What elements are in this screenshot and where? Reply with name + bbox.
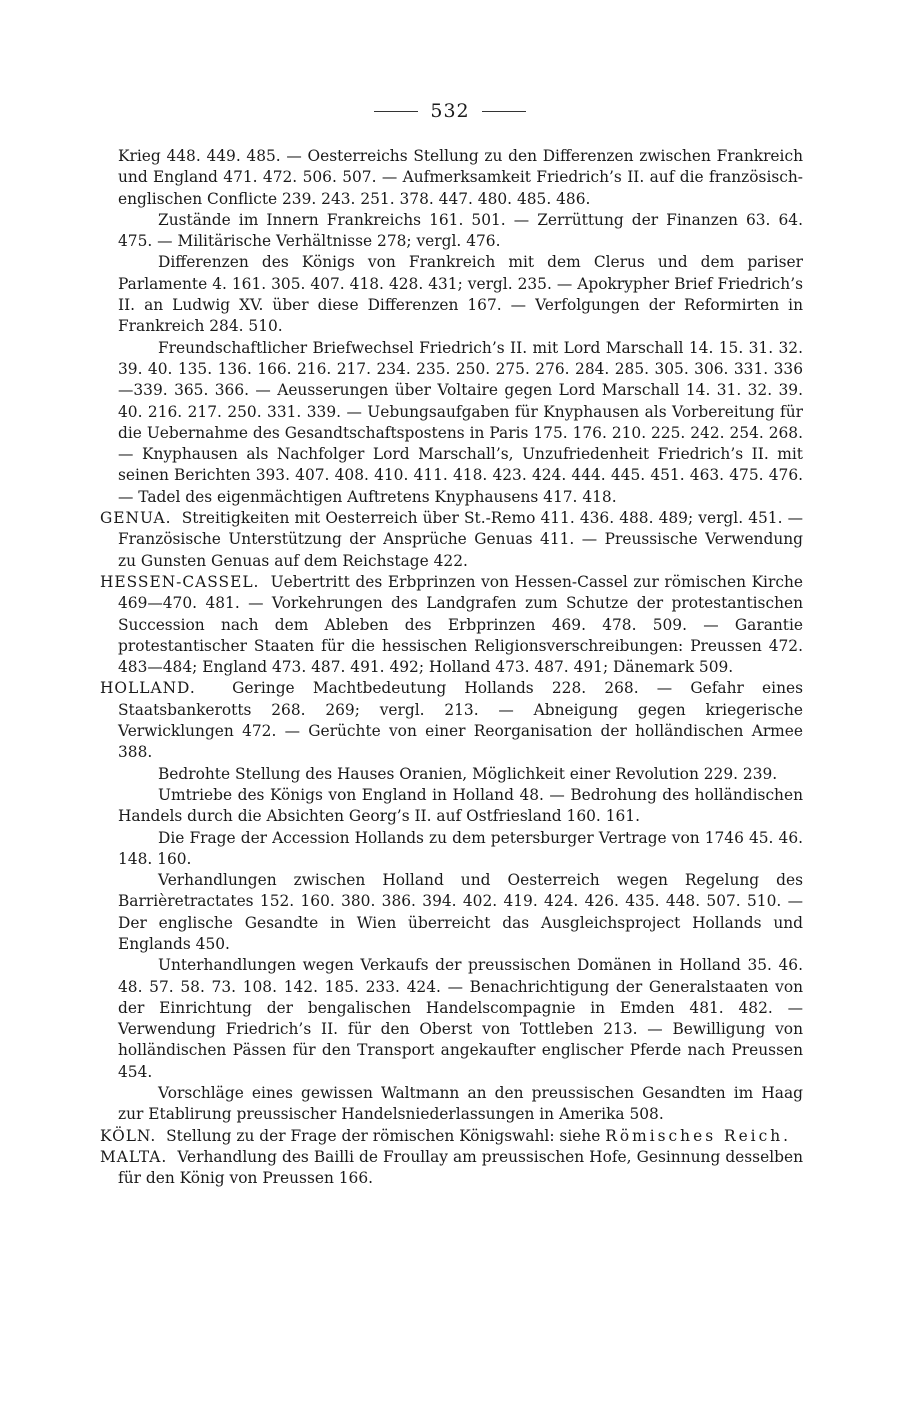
holland-paragraph: Bedrohte Stellung des Hauses Oranien, Möglichkeit einer Revolution 229. 239. bbox=[158, 764, 778, 783]
holland-paragraph: Umtriebe des Königs von England in Holland 48. — Bedrohung des holländischen Handels durch die Absichten Georg’s II. auf Ostfriesland 160. 161. bbox=[118, 785, 803, 826]
holland-paragraph: Unterhandlungen wegen Verkaufs der preussischen Domänen in Holland 35. 46. 48. 57. 58. 73. 108. 142. 185. 233. 424. — Benachrichtigung der Generalstaaten von der Einrichtung der bengalischen Handelscompagnie in Emden 481. 482. — Verwendung Friedrich’s II. für den Oberst von Tottleben 213. — Bewilligung von holländischen Pässen für den Transport angekaufter englischer Pferde nach Preussen 454. bbox=[118, 956, 803, 1081]
intro-paragraph: Zustände im Innern Frankreichs 161. 501. — Zerrüttung der Finanzen 63. 64. 475. — Militärische Verhältnisse 278; vergl. 476. bbox=[118, 210, 803, 251]
entry-keyword: GENUA. bbox=[100, 509, 172, 528]
holland-paragraph: Verhandlungen zwischen Holland und Oesterreich wegen Regelung des Barrièretractates 152. 160. 380. 386. 394. 402. 419. 424. 426. 435. 448. 507. 510. — Der englische Gesandte in Wien überreicht das Ausgleichsproject Hollands und Englands 450. bbox=[118, 871, 803, 953]
entry-text: Streitigkeiten mit Oesterreich über St.-Remo 411. 436. 488. 489; vergl. 451. — Französische Unterstützung der Ansprüche Genuas 411. — Preussische Verwendung zu Gunsten Genuas auf dem Reichstage 422. bbox=[118, 509, 803, 570]
holland-paragraph: Vorschläge eines gewissen Waltmann an den preussischen Gesandten im Haag zur Etablirung preussischer Handelsniederlassungen in Amerika 508. bbox=[118, 1084, 803, 1124]
entry-holland bbox=[100, 678, 803, 763]
entry-text: Uebertritt des Erbprinzen von Hessen-Cassel zur römischen Kirche 469—470. 481. — Vorkehrungen des Landgrafen zum Schutze der protestantischen Succession nach dem Ableben des Erbprinzen 469. 478. 509. — Garantie protestantischer Staaten für die hessischen Religionsverschreibungen: Preussen 472. 483—484; England 473. 487. 491. 492; Holland 473. 487. 491; Dänemark 509. bbox=[118, 572, 803, 677]
header-rule-left bbox=[374, 111, 418, 112]
entry-keyword: MALTA. bbox=[100, 1147, 168, 1166]
entry-genua bbox=[100, 508, 803, 572]
intro-paragraph: Freundschaftlicher Briefwechsel Friedrich’s II. mit Lord Marschall 14. 15. 31. 32. 39. 40. 135. 136. 166. 216. 217. 234. 235. 250. 275. 276. 284. 285. 305. 306. 331. 336—339. 365. 366. — Aeusserungen über Voltaire gegen Lord Marschall 14. 31. 32. 39. 40. 216. 217. 250. 331. 339. — Uebungsaufgaben für Knyphausen als Vorbereitung für die Uebernahme des Gesandtschaftspostens in Paris 175. 176. 210. 225. 242. 254. 268. — Knyphausen als Nachfolger Lord Marschall’s, Unzufriedenheit Friedrich’s II. mit seinen Berichten 393. 407. 408. 410. 411. 418. 423. 424. 444. 445. 451. 463. 475. 476. — Tadel des eigenmächtigen Auftretens Knyphausens 417. 418. bbox=[118, 338, 803, 506]
entry-hessen-cassel bbox=[100, 572, 803, 678]
cross-reference: Römisches Reich. bbox=[605, 1126, 792, 1145]
intro-continuation: Krieg 448. 449. 485. — Oesterreichs Stellung zu den Differenzen zwischen Frankreich und England 471. 472. 506. 507. — Aufmerksamkeit Friedrich’s II. auf die französisch-englischen Conflicte 239. 243. 251. 378. 447. 480. 485. 486. bbox=[118, 147, 803, 208]
intro-paragraph: Differenzen des Königs von Frankreich mit dem Clerus und dem pariser Parlamente 4. 161. 305. 407. 418. 428. 431; vergl. 235. — Apokrypher Brief Friedrich’s II. an Ludwig XV. über diese Differenzen 167. — Verfolgungen der Reformirten in Frankreich 284. 510. bbox=[118, 253, 803, 336]
entry-keyword: HOLLAND. bbox=[100, 679, 196, 698]
header-rule-right bbox=[482, 111, 526, 112]
entry-keyword: HESSEN-CASSEL. bbox=[100, 572, 260, 591]
entry-malta bbox=[100, 1147, 803, 1190]
entry-text: Stellung zu der Frage der römischen Königswahl: siehe bbox=[166, 1126, 601, 1145]
page-header bbox=[0, 100, 900, 122]
holland-paragraph: Die Frage der Accession Hollands zu dem petersburger Vertrage von 1746 45. 46. 148. 160. bbox=[118, 828, 803, 868]
entry-text: Geringe Machtbedeutung Hollands 228. 268. — Gefahr eines Staatsbankerotts 268. 269; vergl. 213. — Abneigung gegen kriegerische Verwicklungen 472. — Gerüchte von einer Reorganisation der holländischen Armee 388. bbox=[118, 679, 803, 762]
entry-keyword: KÖLN. bbox=[100, 1126, 157, 1145]
index-text bbox=[100, 146, 803, 1190]
entry-koeln bbox=[100, 1126, 803, 1147]
page-number: 532 bbox=[430, 100, 470, 122]
entry-text: Verhandlung des Bailli de Froullay am preussischen Hofe, Gesinnung desselben für den König von Preussen 166. bbox=[118, 1147, 803, 1188]
